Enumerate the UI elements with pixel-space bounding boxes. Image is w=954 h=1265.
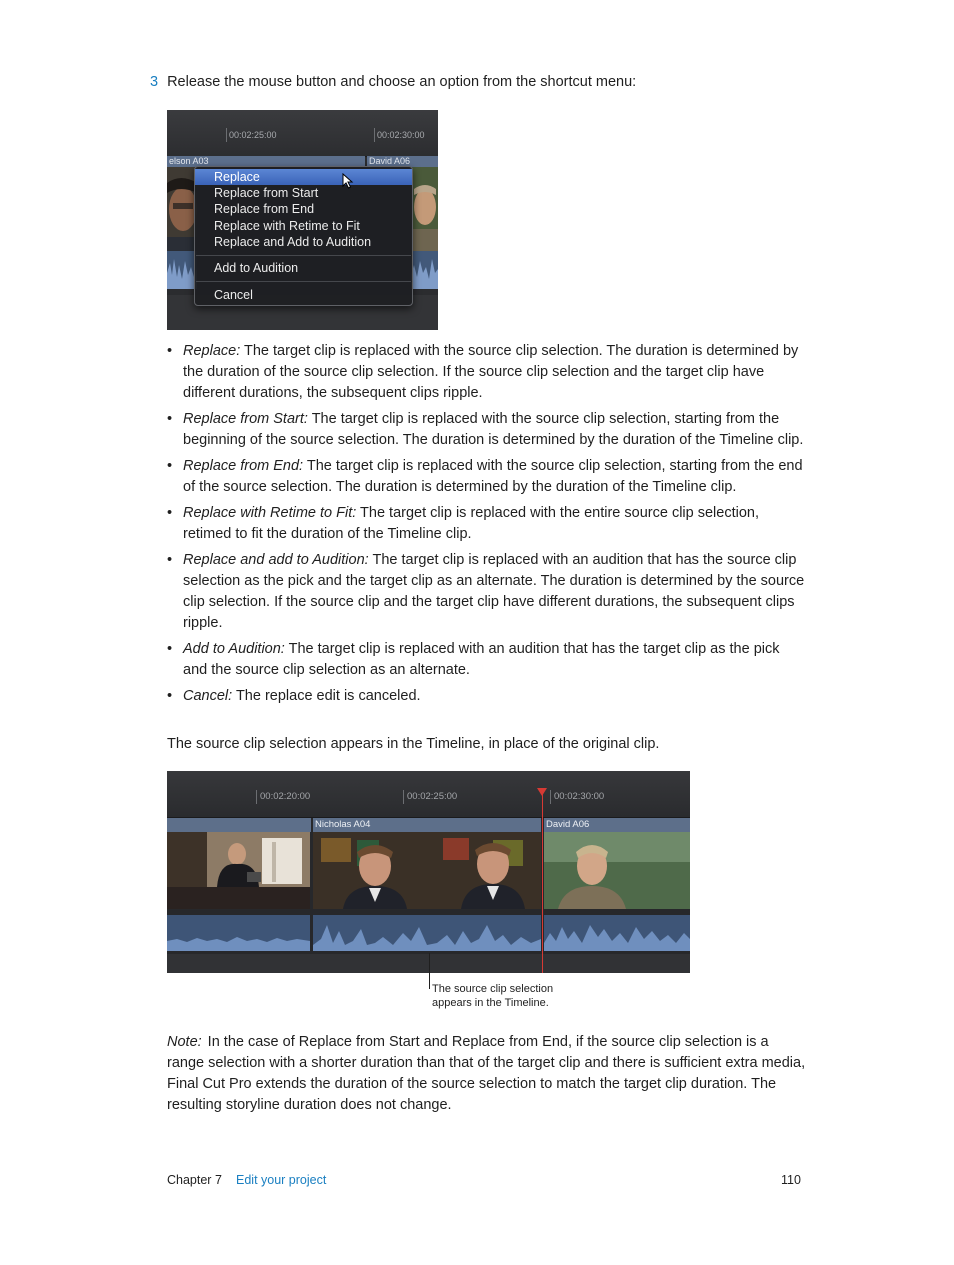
- audio-waveform: [313, 915, 541, 951]
- audio-waveform: [544, 915, 690, 951]
- note-text: In the case of Replace from Start and Replace from End, if the source clip selection is a range selection with a shorter duration than that of the target clip and there is sufficient extra media, Final Cut Pro extends the duration of the source selection to match the target clip duration. The resulting storyline duration does not change.: [167, 1034, 806, 1113]
- clip-thumbnail-first: [167, 832, 310, 909]
- option-description: The target clip is replaced with the source clip selection, starting from the beginning of the source selection. The duration is determined by the duration of the Timeline clip.: [183, 411, 804, 448]
- footer-chapter: Chapter 7: [167, 1173, 222, 1187]
- step-instruction: [150, 74, 636, 90]
- menu-item-replace-from-start[interactable]: Replace from Start: [214, 186, 319, 200]
- clip-title-bar: David A06: [544, 818, 690, 832]
- clip-title-bar: David A06: [367, 156, 438, 167]
- list-item: • Replace from Start: The target clip is replaced with the source clip selection, starting from the beginning of the source selection. The duration is determined by the duration of the Timeline clip.: [167, 411, 804, 448]
- ruler-timecode: 00:02:20:00: [256, 790, 310, 804]
- list-item: • Replace with Retime to Fit: The target clip is replaced with the entire source clip selection, retimed to fit the duration of the Timeline clip.: [167, 505, 759, 542]
- audio-waveform: [411, 251, 438, 289]
- list-item: • Replace and add to Audition: The target clip is replaced with an audition that has the source clip selection as the pick and the target clip as an alternate. The duration is determined by the source clip selection. If the source clip and the target clip have different durations, the subsequent clips ripple.: [167, 552, 805, 631]
- timeline-ruler: [167, 771, 690, 818]
- clip-title-bar: elson A03: [167, 156, 365, 167]
- option-description: The target clip is replaced with the source clip selection, starting from the end of the source selection. The duration is determined by the duration of the Timeline clip.: [183, 458, 803, 495]
- option-term: Add to Audition:: [183, 641, 285, 657]
- list-item: • Add to Audition: The target clip is replaced with an audition that has the target clip as the pick and the source clip selection as an alternate.: [167, 641, 780, 678]
- note-label: Note:: [167, 1034, 202, 1050]
- playhead[interactable]: [542, 788, 543, 973]
- page-number: 110: [781, 1173, 801, 1187]
- timeline-screenshot: [167, 771, 690, 973]
- clip-thumbnail-david: [544, 832, 690, 909]
- list-item: • Replace: The target clip is replaced with the source clip selection. The duration is determined by the duration of the source clip selection. If the source clip selection and the target clip have different durations, the subsequent clips ripple.: [167, 343, 799, 401]
- ruler-timecode: 00:02:30:00: [374, 128, 425, 142]
- shortcut-menu: [194, 166, 413, 306]
- menu-item-cancel[interactable]: Cancel: [214, 288, 253, 302]
- option-description: The target clip is replaced with the entire source clip selection, retimed to fit the duration of the Timeline clip.: [183, 505, 759, 542]
- clip-title-bar: [167, 818, 311, 832]
- body-paragraph: The source clip selection appears in the Timeline, in place of the original clip.: [167, 736, 660, 752]
- option-term: Replace with Retime to Fit:: [183, 505, 357, 521]
- callout-line: [429, 953, 430, 989]
- menu-item-replace-from-end[interactable]: Replace from End: [214, 202, 315, 216]
- step-text: Release the mouse button and choose an option from the shortcut menu:: [167, 74, 637, 90]
- menu-item-add-to-audition[interactable]: Add to Audition: [214, 261, 299, 275]
- option-term: Cancel:: [183, 688, 233, 704]
- audio-waveform: [167, 251, 197, 289]
- menu-separator: [196, 281, 411, 282]
- option-description: The target clip is replaced with an audition that has the target clip as the pick and the source clip selection as an alternate.: [183, 641, 780, 678]
- menu-item-replace-with-retime[interactable]: Replace with Retime to Fit: [214, 219, 360, 233]
- ruler-timecode: 00:02:30:00: [550, 790, 604, 804]
- callout-line-1: The source clip selection: [432, 983, 554, 995]
- option-description: The target clip is replaced with the source clip selection. The duration is determined by the duration of the source clip selection. If the source clip selection and the target clip have different durations, the subsequent clips ripple.: [183, 343, 799, 401]
- menu-item-replace-and-add-to-audition[interactable]: Replace and Add to Audition: [214, 235, 372, 249]
- callout-text: [432, 982, 553, 1010]
- note-paragraph: [167, 1032, 807, 1116]
- clip-thumbnail-right: [411, 167, 438, 251]
- audio-waveform: [167, 915, 310, 951]
- menu-item-replace[interactable]: Replace: [195, 169, 412, 185]
- menu-separator: [196, 255, 411, 256]
- list-item: • Cancel: The replace edit is canceled.: [167, 688, 421, 704]
- timeline-ruler: [167, 110, 438, 157]
- callout-line-2: appears in the Timeline.: [432, 997, 549, 1009]
- option-description: The target clip is replaced with an audition that has the source clip selection as the pick and the target clip as an alternate. The duration is determined by the source clip selection. If the source clip and the target clip have different durations, the subsequent clips ripple.: [183, 552, 805, 631]
- ruler-timecode: 00:02:25:00: [403, 790, 457, 804]
- clip-thumbnail-left: [167, 167, 197, 251]
- option-description: The replace edit is canceled.: [235, 688, 421, 704]
- step-number: 3: [150, 74, 159, 90]
- option-term: Replace from End:: [183, 458, 304, 474]
- footer-chapter-link[interactable]: Edit your project: [236, 1173, 327, 1187]
- playhead-handle[interactable]: [537, 788, 547, 796]
- option-term: Replace and add to Audition:: [183, 552, 369, 568]
- clip-title-bar: Nicholas A04: [313, 818, 541, 832]
- replace-options-list: [167, 341, 807, 712]
- option-term: Replace:: [183, 343, 241, 359]
- ruler-timecode: 00:02:25:00: [226, 128, 277, 142]
- list-item: • Replace from End: The target clip is replaced with the source clip selection, starting from the end of the source selection. The duration is determined by the duration of the Timeline clip.: [167, 458, 803, 495]
- mouse-pointer-icon: [342, 173, 354, 189]
- shortcut-menu-screenshot: [167, 110, 438, 330]
- clip-thumbnail-nicholas: [313, 832, 541, 909]
- option-term: Replace from Start:: [183, 411, 308, 427]
